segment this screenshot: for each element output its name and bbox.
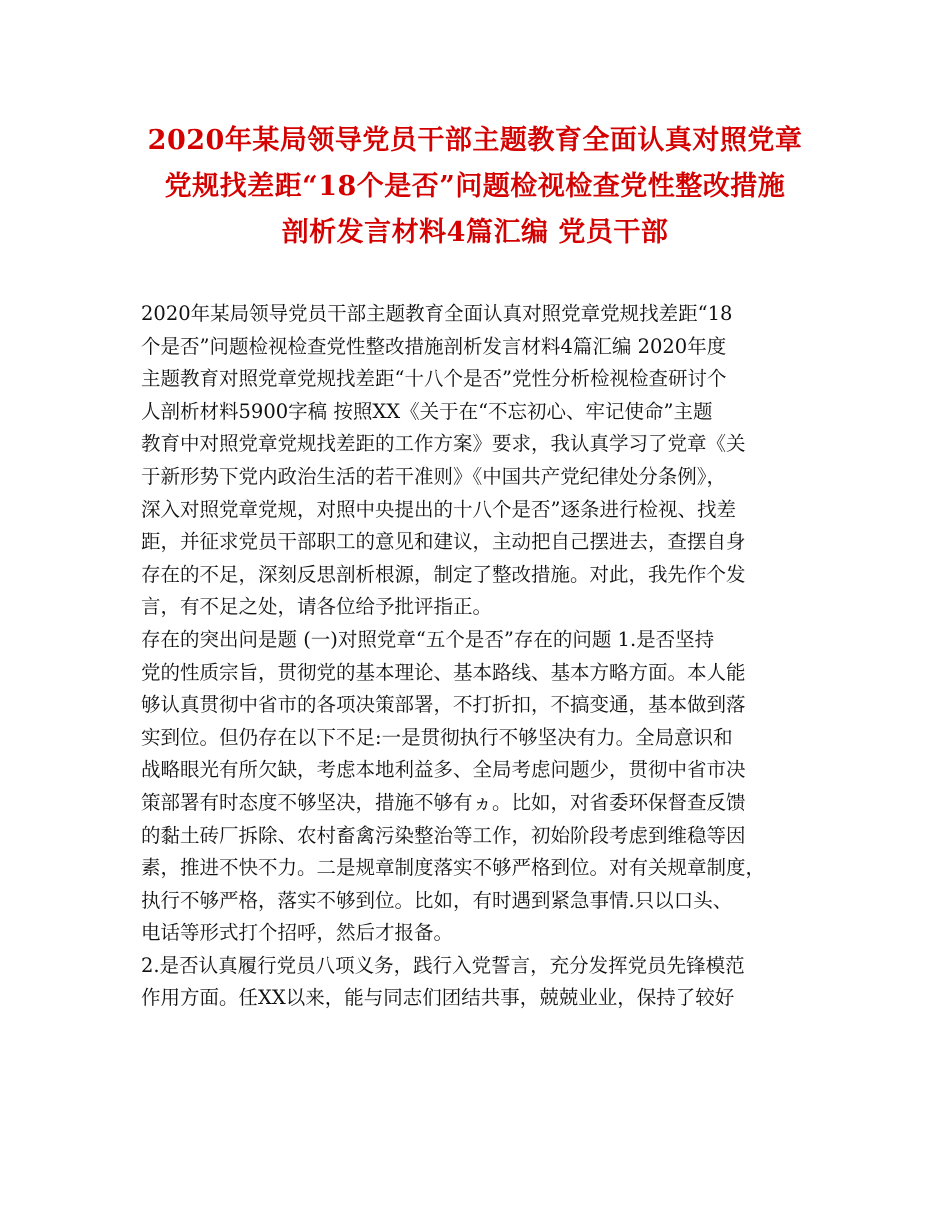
- body-paragraph: [141, 950, 831, 1015]
- text-line: 存在的突出问是题 (一)对照党章“五个是否”存在的问题 1.是否坚持: [141, 627, 715, 651]
- text-line: 距，并征求党员干部职工的意见和建议，主动把自己摆进去，查摆自身: [141, 530, 746, 554]
- text-line: 素，推进不快不力。二是规章制度落实不够严格到位。对有关规章制度，: [141, 856, 766, 880]
- body-paragraph: [141, 298, 831, 624]
- text-line: 人剖析材料5900字稿 按照XX《关于在“不忘初心、牢记使命”主题: [141, 399, 713, 423]
- text-line: 存在的不足，深刻反思剖析根源，制定了整改措施。对此，我先作个发: [141, 562, 746, 586]
- text-line: 作用方面。任XX以来，能与同志们团结共事，兢兢业业，保持了较好: [141, 986, 735, 1010]
- text-line: 够认真贯彻中省市的各项决策部署，不打折扣，不搞变通，基本做到落: [141, 693, 746, 717]
- text-line: 实到位。但仍存在以下不足:一是贯彻执行不够坚决有力。全局意识和: [141, 725, 733, 749]
- text-line: 于新形势下党内政治生活的若干准则》《中国共产党纪律处分条例》，: [141, 464, 727, 488]
- text-line: 2020年某局领导党员干部主题教育全面认真对照党章党规找差距“18: [141, 302, 733, 325]
- title-line: 剖析发言材料4篇汇编 党员干部: [281, 217, 669, 248]
- text-line: 党的性质宗旨，贯彻党的基本理论、基本路线、基本方略方面。本人能: [141, 660, 746, 684]
- text-line: 的黏土砖厂拆除、农村畜禽污染整治等工作，初始阶段考虑到维稳等因: [141, 823, 746, 847]
- body-paragraph: [141, 624, 831, 950]
- text-line: 深入对照党章党规，对照中央提出的十八个是否”逐条进行检视、找差: [141, 497, 736, 521]
- text-line: 2.是否认真履行党员八项义务，践行入党誓言，充分发挥党员先锋模范: [141, 953, 745, 977]
- text-line: 言，有不足之处，请各位给予批评指正。: [141, 595, 493, 619]
- text-line: 主题教育对照党章党规找差距“十八个是否”党性分析检视检查研讨个: [141, 367, 727, 391]
- document-body: [141, 298, 831, 1015]
- text-line: 电话等形式打个招呼，然后才报备。: [141, 921, 454, 945]
- title-line: 2020年某局领导党员干部主题教育全面认真对照党章: [147, 125, 803, 156]
- document-title: [120, 118, 830, 256]
- text-line: 战略眼光有所欠缺，考虑本地利益多、全局考虑问题少，贯彻中省市决: [141, 758, 746, 782]
- text-line: 策部署有时态度不够坚决，措施不够有ヵ。比如，对省委环保督查反馈: [141, 790, 746, 814]
- text-line: 执行不够严格，落实不够到位。比如，有时遇到紧急事情.只以口头、: [141, 888, 733, 912]
- title-line: 党规找差距“18个是否”问题检视检查党性整改措施: [164, 171, 786, 202]
- text-line: 教育中对照党章党规找差距的工作方案》要求，我认真学习了党章《关: [141, 432, 746, 456]
- text-line: 个是否”问题检视检查党性整改措施剖析发言材料4篇汇编 2020年度: [141, 334, 727, 358]
